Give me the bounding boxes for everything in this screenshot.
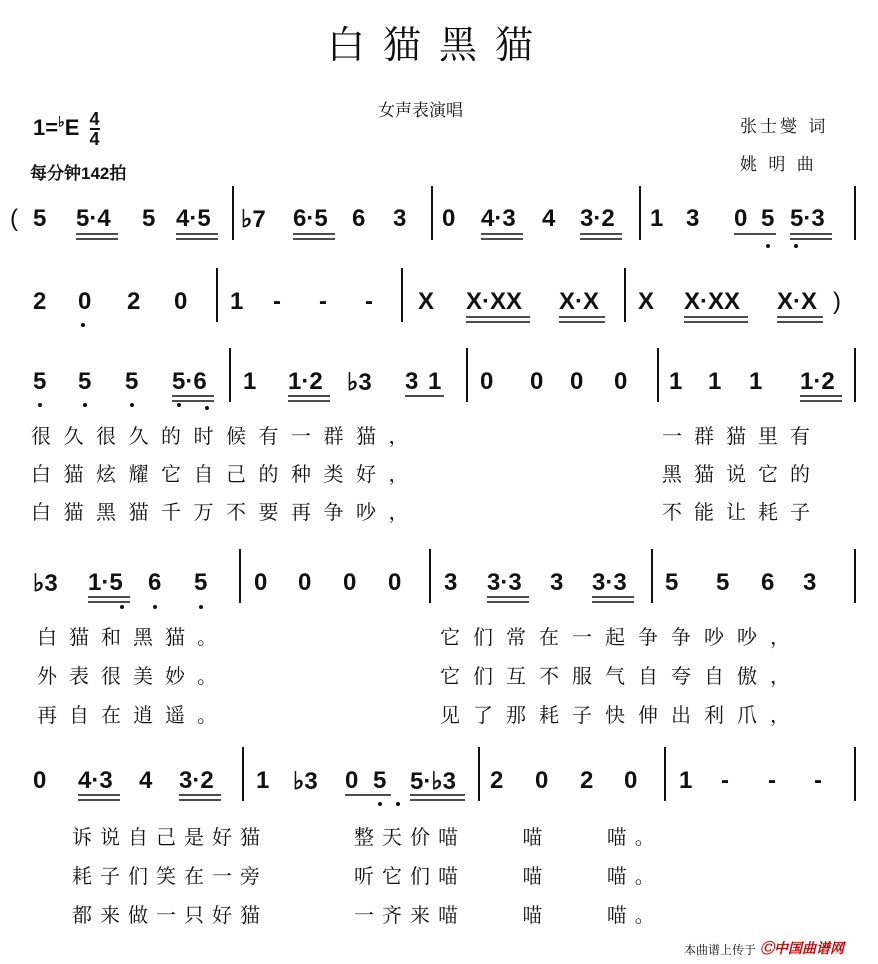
lyric-line: 白猫炫耀它自己的种类好， [31, 462, 421, 486]
lyric-line: 都来做一只好猫 [72, 903, 268, 927]
note: 5 [665, 569, 679, 596]
lyric-line: 不能让耗子 [662, 500, 822, 524]
note: 1 [256, 767, 270, 794]
time-top: 4 [89, 109, 100, 129]
key-prefix: 1= [33, 114, 59, 140]
note: 3 [444, 569, 458, 596]
note: 3 [405, 368, 419, 395]
note: ♭3 [347, 369, 372, 396]
note: 3 [686, 205, 700, 232]
close-paren: ) [833, 288, 841, 315]
lyric-line: 白猫黑猫千万不要再争吵， [31, 500, 421, 524]
note: 0 [734, 205, 748, 232]
lyric-line: 耗子们笑在一旁 [72, 864, 268, 888]
note: 2 [580, 767, 594, 794]
note: X·X [559, 288, 600, 315]
lyric-line: 很久很久的时候有一群猫， [31, 424, 421, 448]
lyric-line: 诉说自己是好猫 [72, 825, 268, 849]
lyric-line: 听它们喵 喵 喵。 [354, 864, 663, 888]
note: 1 [230, 288, 244, 315]
note: - [319, 288, 327, 315]
note: X·XX [684, 288, 741, 315]
lyricist: 张士燮 词 [740, 117, 829, 137]
note: 0 [174, 288, 188, 315]
note: 4·3 [78, 767, 113, 794]
note: 0 [343, 569, 357, 596]
note: ♭7 [241, 206, 266, 233]
tempo: 每分钟142拍 [30, 164, 127, 183]
note: 1·2 [288, 368, 323, 395]
flat-sign: ♭ [58, 113, 65, 130]
note: 1 [708, 368, 722, 395]
note: 6·5 [293, 205, 328, 232]
note: - [721, 767, 729, 794]
lyric-line: 一齐来喵 喵 喵。 [354, 903, 663, 927]
note: 5·♭3 [410, 768, 457, 795]
key-note: E [64, 114, 80, 140]
note: 1 [669, 368, 683, 395]
note: - [814, 767, 822, 794]
note: 3 [550, 569, 564, 596]
note: - [768, 767, 776, 794]
note: - [365, 288, 373, 315]
note: 0 [530, 368, 544, 395]
site-logo[interactable] [760, 938, 844, 958]
note: X [638, 288, 655, 315]
note: 6 [352, 205, 366, 232]
note: 1·2 [800, 368, 835, 395]
note: 1 [749, 368, 763, 395]
note: 5·4 [76, 205, 111, 232]
note: 5 [761, 205, 775, 232]
lyric-line: 它们互不服气自夸自傲， [440, 664, 803, 688]
note: ♭3 [33, 570, 58, 597]
lyric-line: 外表很美妙。 [37, 664, 229, 688]
lyric-line: 一群猫里有 [662, 424, 822, 448]
note: 0 [298, 569, 312, 596]
note: 1·5 [88, 569, 123, 596]
lyric-line: 再自在逍遥。 [37, 703, 229, 727]
lyric-line: 白猫和黑猫。 [37, 625, 229, 649]
note: 2 [33, 288, 47, 315]
performance-note: 女声表演唱 [378, 101, 463, 121]
note: X·XX [466, 288, 523, 315]
note: 2 [127, 288, 141, 315]
lyric-line: 见了那耗子快伸出利爪， [440, 703, 803, 727]
note: 0 [442, 205, 456, 232]
note: 5 [194, 569, 208, 596]
logo-icon: Ⓒ [760, 941, 774, 957]
note: 1 [243, 368, 257, 395]
note: 0 [624, 767, 638, 794]
note: 0 [614, 368, 628, 395]
note: 0 [570, 368, 584, 395]
note: ♭3 [293, 768, 318, 795]
note: 5 [125, 368, 139, 395]
lyric-line: 它们常在一起争争吵吵， [440, 625, 803, 649]
note: 0 [254, 569, 268, 596]
note: 4·5 [176, 205, 211, 232]
note: 5·3 [790, 205, 825, 232]
note: 3·2 [179, 767, 214, 794]
note: 5 [33, 368, 47, 395]
note: 3·3 [487, 569, 522, 596]
note: 0 [480, 368, 494, 395]
note: 3·2 [580, 205, 615, 232]
note: 0 [78, 288, 92, 315]
note: X·X [777, 288, 818, 315]
composer: 姚 明 曲 [740, 155, 817, 175]
note: 3 [393, 205, 407, 232]
note: 6 [761, 569, 775, 596]
lyric-line: 黑猫说它的 [662, 462, 822, 486]
note: 0 [33, 767, 47, 794]
note: 4 [139, 767, 153, 794]
note: 4 [542, 205, 556, 232]
footer-site: 中国曲谱网 [774, 941, 844, 957]
note: 0 [388, 569, 402, 596]
open-paren: ( [10, 205, 18, 232]
note: 6 [148, 569, 162, 596]
note: - [273, 288, 281, 315]
song-title: 白猫黑猫 [326, 23, 551, 67]
footer-uploaded: 本曲谱上传于 [684, 943, 757, 957]
time-bottom: 4 [89, 129, 100, 149]
note: 5 [716, 569, 730, 596]
note: 1 [428, 368, 442, 395]
note: 3 [803, 569, 817, 596]
note: 3·3 [592, 569, 627, 596]
lyric-line: 整天价喵 喵 喵。 [354, 825, 663, 849]
note: 4·3 [481, 205, 516, 232]
note: 5 [78, 368, 92, 395]
note: 1 [679, 767, 693, 794]
note: 0 [535, 767, 549, 794]
note: X [418, 288, 435, 315]
note: 5 [33, 205, 47, 232]
note: 0 [345, 767, 359, 794]
note: 2 [490, 767, 504, 794]
note: 5·6 [172, 368, 207, 395]
note: 1 [650, 205, 664, 232]
note: 5 [142, 205, 156, 232]
note: 5 [373, 767, 387, 794]
